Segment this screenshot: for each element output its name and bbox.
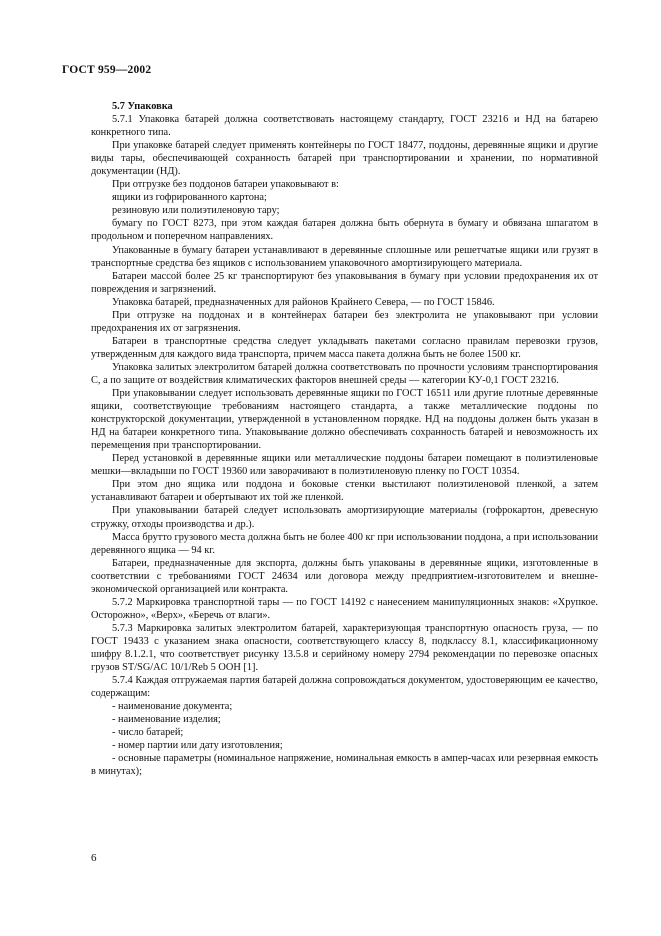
paragraph: Батареи массой более 25 кг транспортируют без упаковывания в бумагу при условии предохранения их от повреждения и загрязнений.	[91, 270, 598, 295]
paragraph: При упаковывании батарей следует использовать амортизирующие материалы (гофрокартон, древесную стружку, отходы производства и др.).	[91, 505, 598, 530]
paragraph: При отгрузке на поддонах и в контейнерах батареи без электролита не упаковывают при условии предохранения их от загрязнения.	[91, 309, 598, 334]
paragraph: 5.7.2 Маркировка транспортной тары — по ГОСТ 14192 с нанесением манипуляционных знаков: «Хрупкое. Осторожно», «Верх», «Беречь от влаги».	[91, 596, 598, 621]
list-item: - основные параметры (номинальное напряжение, номинальная емкость в ампер-часах или резервная емкость в минутах);	[91, 753, 598, 778]
list-item: - число батарей;	[112, 727, 184, 739]
paragraph: ящики из гофрированного картона;	[112, 192, 267, 204]
paragraph: Батареи в транспортные средства следует укладывать пакетами согласно правилам перевозки грузов, утвержденным для каждого вида транспорта, причем масса пакета должна быть не более 1500 кг.	[91, 335, 598, 360]
paragraph: 5.7.1 Упаковка батарей должна соответствовать настоящему стандарту, ГОСТ 23216 и НД на батарею конкретного типа.	[91, 114, 598, 139]
paragraph: 5.7.4 Каждая отгружаемая партия батарей должна сопровождаться документом, удостоверяющим ее качество, содержащим:	[91, 675, 598, 700]
paragraph: 5.7.3 Маркировка залитых электролитом батарей, характеризующая транспортную опасность груза, — по ГОСТ 19433 с указанием знака опасности, соответствующего классу 8, подклассу 8.1, классификационному шифру 8.1.2.1, что соответствует рисунку 13.5.8 и серийному номеру 2794 рекомендации по перевозке опасных грузов ST/SG/AC 10/1/Reb 5 ООН [1].	[91, 622, 598, 674]
list-item: - наименование документа;	[112, 701, 233, 713]
paragraph: При этом дно ящика или поддона и боковые стенки выстилают полиэтиленовой пленкой, а затем устанавливают батареи и обертывают их той же пленкой.	[91, 479, 598, 504]
paragraph: бумагу по ГОСТ 8273, при этом каждая батарея должна быть обернута в бумагу и обвязана шпагатом в продольном и поперечном направлениях.	[91, 218, 598, 243]
paragraph: Перед установкой в деревянные ящики или металлические поддоны батареи помещают в полиэтиленовые мешки—вкладыши по ГОСТ 19360 или заворачивают в полиэтиленовую пленку по ГОСТ 10354.	[91, 453, 598, 478]
paragraph: При упаковке батарей следует применять контейнеры по ГОСТ 18477, поддоны, деревянные ящики и другие виды тары, обеспечивающей сохранность батарей при транспортировании и хранении, по нормативной документации (НД).	[91, 140, 598, 178]
paragraph: Упаковка батарей, предназначенных для районов Крайнего Севера, — по ГОСТ 15846.	[112, 296, 495, 308]
paragraph: При отгрузке без поддонов батареи упаковывают в:	[112, 179, 339, 191]
paragraph: Упаковка залитых электролитом батарей должна соответствовать по прочности условиям транспортирования С, а по защите от воздействия климатических факторов внешней среды — категории КУ-0,1 ГОСТ 23216.	[91, 361, 598, 386]
list-item: - номер партии или дату изготовления;	[112, 740, 283, 752]
list-item: - наименование изделия;	[112, 714, 221, 726]
paragraph: Масса брутто грузового места должна быть не более 400 кг при использовании поддона, а при использовании деревянного ящика — 94 кг.	[91, 531, 598, 556]
document-header: ГОСТ 959—2002	[62, 64, 152, 76]
paragraph: Батареи, предназначенные для экспорта, должны быть упакованы в деревянные ящики, изготовленные в соответствии с требованиями ГОСТ 24634 или договора между предприятием-изготовителем и внешне-экономической организацией или контракта.	[91, 557, 598, 595]
document-body	[91, 100, 598, 778]
section-heading: 5.7 Упаковка	[112, 101, 173, 112]
paragraph: Упакованные в бумагу батареи устанавливают в деревянные сплошные или решетчатые ящики или грузят в транспортные средства без ящиков с использованием упаковочного амортизирующего материала.	[91, 244, 598, 269]
page-number: 6	[91, 852, 97, 864]
paragraph: При упаковывании следует использовать деревянные ящики по ГОСТ 16511 или другие плотные деревянные ящики, соответствующие требованиям настоящего стандарта, а также металлические поддоны по конструкторской документации, утвержденной в установленном порядке. НД на поддоны должен быть указан в НД на батареи конкретного типа. Упаковывание должно обеспечивать сохранность батарей и невозможность их перемещения при транспортировании.	[91, 388, 598, 452]
paragraph: резиновую или полиэтиленовую тару;	[112, 205, 280, 217]
